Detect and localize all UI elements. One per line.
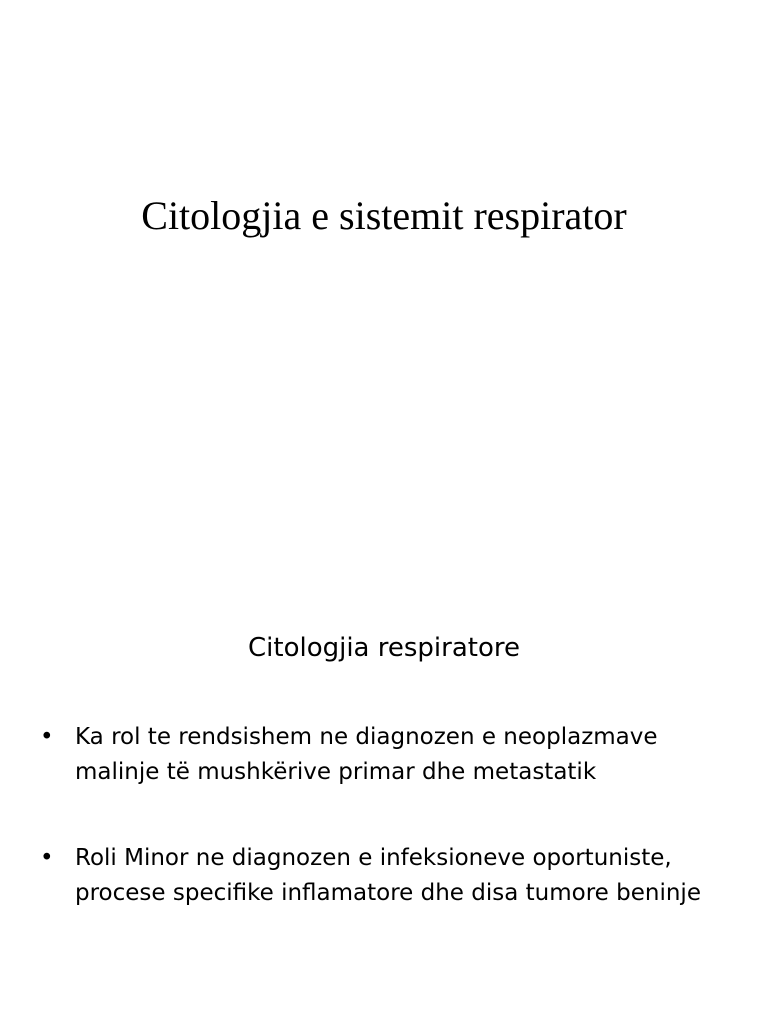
bullet-item-neoplasms — [40, 720, 730, 790]
bullet-item-infections — [40, 841, 730, 911]
bullet-marker: • — [40, 845, 54, 871]
bullet-marker: • — [40, 724, 54, 750]
section-heading: Citologjia respiratore — [248, 633, 520, 663]
bullet-text: Ka rol te rendsishem ne diagnozen e neoplazmave malinje të mushkërive primar dhe metastatik — [75, 724, 658, 785]
slide-title: Citologjia e sistemit respirator — [141, 193, 627, 238]
bullet-text: Roli Minor ne diagnozen e infeksioneve oportuniste, procese specifike inflamatore dhe disa tumore beninje — [75, 845, 701, 906]
